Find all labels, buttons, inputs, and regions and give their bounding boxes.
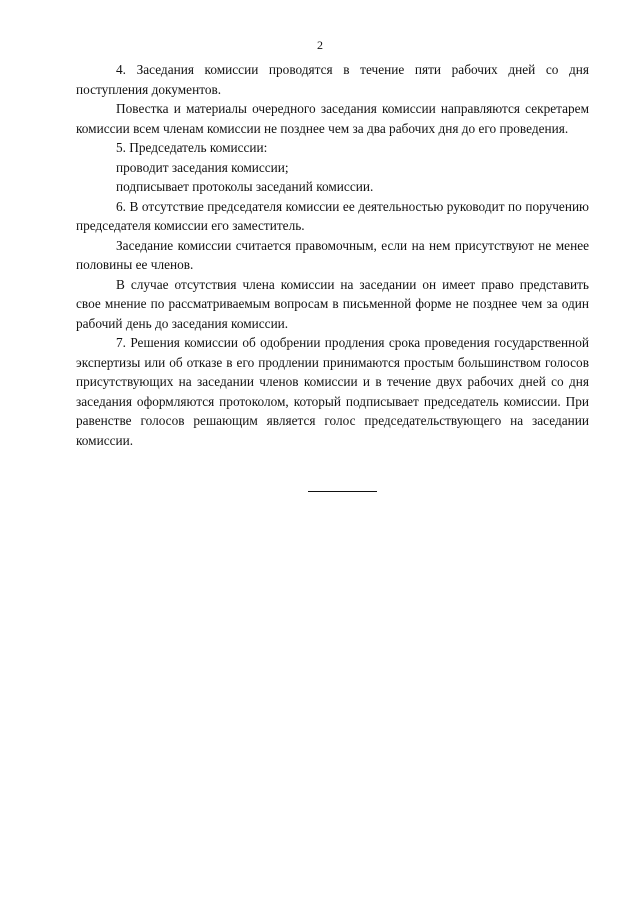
- paragraph-chair-signs: подписывает протоколы заседаний комиссии.: [116, 179, 374, 194]
- paragraph-item-4: 4. Заседания комиссии проводятся в течение пяти рабочих дней со дня поступления документов.: [76, 62, 589, 97]
- paragraph-item-6: 6. В отсутствие председателя комиссии ее деятельностью руководит по поручению председателя комиссии его заместитель.: [76, 198, 589, 233]
- paragraph-quorum: Заседание комиссии считается правомочным, если на нем присутствуют не менее половины ее членов.: [76, 237, 589, 272]
- page-number: 2: [317, 38, 323, 52]
- document-body: [76, 60, 589, 450]
- paragraph-chair-conducts: проводит заседания комиссии;: [116, 159, 289, 175]
- end-of-document-rule: [308, 491, 377, 492]
- paragraph-absent-member: В случае отсутствия члена комиссии на заседании он имеет право представить свое мнение по рассматриваемым вопросам в письменной форме не позднее чем за один рабочий день до заседания комиссии.: [76, 276, 589, 331]
- paragraph-agenda-materials: Повестка и материалы очередного заседания комиссии направляются секретарем комиссии всем членам комиссии не позднее чем за два рабочих дня до его проведения.: [76, 101, 589, 136]
- paragraph-item-5: 5. Председатель комиссии:: [116, 140, 268, 155]
- paragraph-item-7: 7. Решения комиссии об одобрении продления срока проведения государственной экспертизы или об отказе в его продлении принимаются простым большинством голосов присутствующих на заседании членов комиссии и в течение двух рабочих дней со дня заседания оформляются протоколом, который подписывает председатель комиссии. При равенстве голосов решающим является голос председательствующего на заседании комиссии.: [76, 335, 589, 448]
